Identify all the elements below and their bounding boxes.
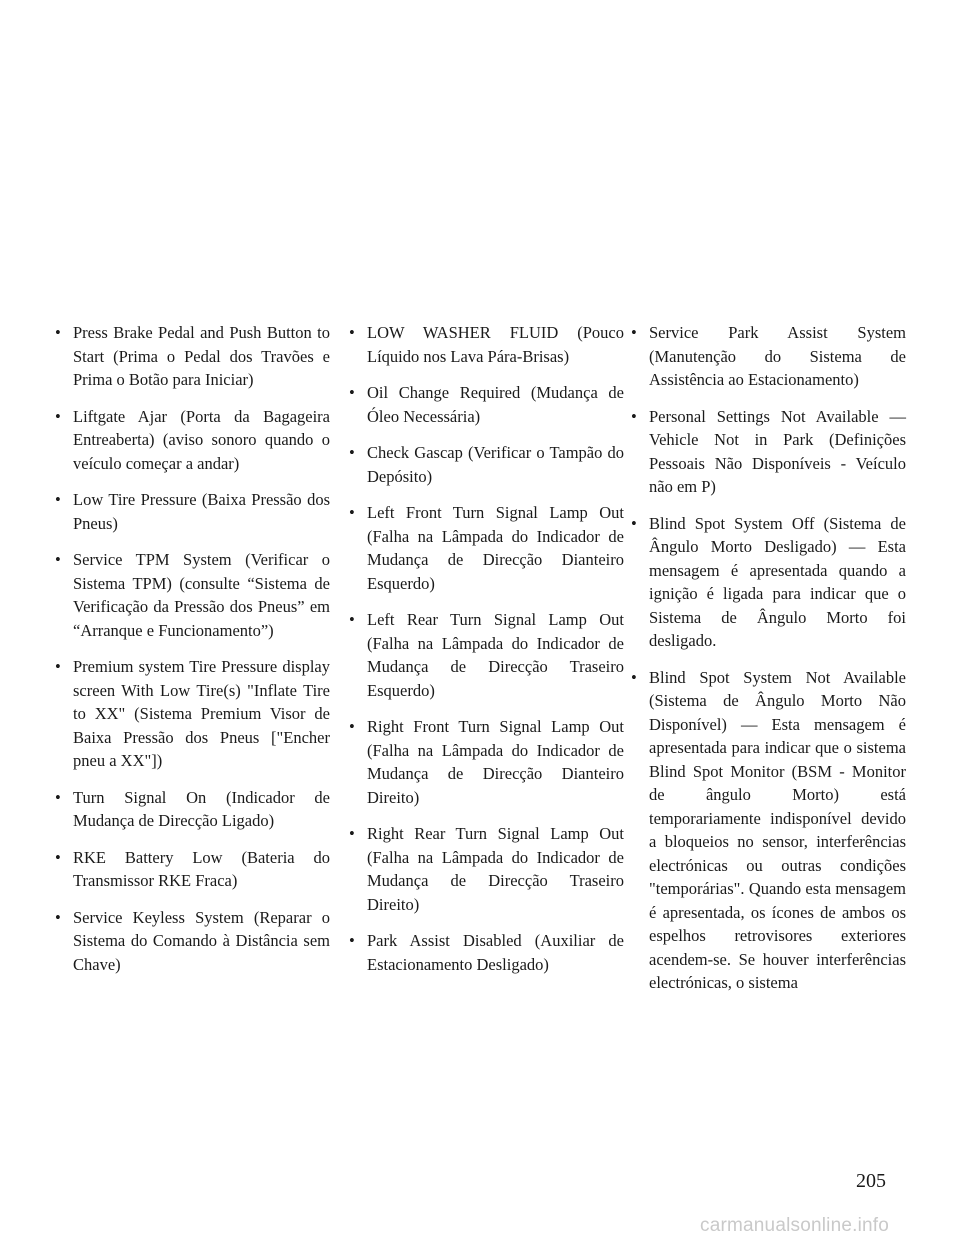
list-item bbox=[52, 548, 330, 642]
bullet-icon: • bbox=[349, 383, 355, 402]
watermark: carmanualsonline.info bbox=[700, 1215, 890, 1236]
list-item bbox=[346, 441, 624, 488]
list-item-text: Left Front Turn Signal Lamp Out (Falha na Lâmpada do Indicador de Mudança de Direcção Dianteiro Esquerdo) bbox=[367, 503, 624, 593]
bullet-icon: • bbox=[349, 824, 355, 843]
list-item bbox=[628, 405, 906, 499]
list-item bbox=[52, 405, 330, 476]
list-item bbox=[52, 321, 330, 392]
list-item-text: Oil Change Required (Mudança de Óleo Necessária) bbox=[367, 383, 624, 426]
bullet-icon: • bbox=[55, 323, 61, 342]
bullet-icon: • bbox=[55, 490, 61, 509]
list-item-text: Right Rear Turn Signal Lamp Out (Falha na Lâmpada do Indicador de Mudança de Direcção Traseiro Direito) bbox=[367, 824, 624, 914]
list-item-text: Liftgate Ajar (Porta da Bagageira Entreaberta) (aviso sonoro quando o veículo começar a andar) bbox=[73, 406, 330, 473]
bullet-icon: • bbox=[349, 503, 355, 522]
bullet-icon: • bbox=[55, 406, 61, 426]
bullet-icon: • bbox=[55, 657, 61, 676]
bullet-icon: • bbox=[55, 787, 61, 807]
bullet-icon: • bbox=[631, 406, 637, 426]
list-item-text: Service Keyless System (Reparar o Sistema do Comando à Distância sem Chave) bbox=[73, 907, 330, 974]
list-item bbox=[346, 929, 624, 976]
list-item bbox=[52, 846, 330, 893]
list-item-text: Low Tire Pressure (Baixa Pressão dos Pneus) bbox=[73, 490, 330, 533]
bullet-icon: • bbox=[631, 667, 637, 687]
text-column-2 bbox=[346, 321, 624, 989]
text-column-1 bbox=[52, 321, 330, 989]
bullet-icon: • bbox=[55, 550, 61, 569]
list-item bbox=[52, 786, 330, 833]
list-item-text: Service Park Assist System (Manutenção do Sistema de Assistência ao Estacionamento) bbox=[649, 323, 906, 389]
list-item-text: Blind Spot System Not Available (Sistema de Ângulo Morto Não Disponível) — Esta mensagem é apresentada para indicar que o sistema Blind Spot Monitor (BSM - Monitor de ângulo Morto) está temporariamente indisponível devido a bloqueios no sensor, interferências electrónicas ou outras condições "temporárias". Quando esta mensagem é apresentada, os ícones de ambos os espelhos retrovisores exteriores acendem-se. Se houver interferências electrónicas, o sistema bbox=[649, 667, 906, 992]
list-item bbox=[628, 666, 906, 995]
list-item-text: RKE Battery Low (Bateria do Transmissor RKE Fraca) bbox=[73, 847, 330, 890]
bullet-icon: • bbox=[349, 931, 355, 950]
list-item bbox=[52, 655, 330, 773]
list-item bbox=[346, 608, 624, 702]
list-item bbox=[346, 715, 624, 809]
list-item-text: Premium system Tire Pressure display screen With Low Tire(s) "Inflate Tire to XX" (Sistema Premium Visor de Baixa Pressão dos Pneus ["Encher pneu a XX"]) bbox=[73, 657, 330, 770]
bullet-icon: • bbox=[631, 323, 637, 342]
list-item-text: Park Assist Disabled (Auxiliar de Estacionamento Desligado) bbox=[367, 931, 624, 974]
bullet-icon: • bbox=[55, 907, 61, 927]
text-column-3 bbox=[628, 321, 906, 1008]
list-item bbox=[52, 488, 330, 535]
list-item bbox=[628, 512, 906, 653]
list-item-text: Personal Settings Not Available — Vehicle Not in Park (Definições Pessoais Não Disponíveis - Veículo não em P) bbox=[649, 406, 906, 496]
list-item-text: Blind Spot System Off (Sistema de Ângulo Morto Desligado) — Esta mensagem é apresentada quando a ignição é ligada para indicar que o Sistema de Ângulo Morto foi desligado. bbox=[649, 513, 906, 650]
list-item-text: Left Rear Turn Signal Lamp Out (Falha na Lâmpada do Indicador de Mudança de Direcção Traseiro Esquerdo) bbox=[367, 610, 624, 700]
list-item-text: Service TPM System (Verificar o Sistema TPM) (consulte “Sistema de Verificação da Pressão dos Pneus” em “Arranque e Funcionamento”) bbox=[73, 550, 330, 640]
list-item-text: Check Gascap (Verificar o Tampão do Depósito) bbox=[367, 443, 624, 486]
list-item-text: Right Front Turn Signal Lamp Out (Falha na Lâmpada do Indicador de Mudança de Direcção Dianteiro Direito) bbox=[367, 717, 624, 807]
message-list bbox=[52, 321, 330, 976]
list-item bbox=[346, 321, 624, 368]
bullet-icon: • bbox=[55, 847, 61, 867]
list-item-text: LOW WASHER FLUID (Pouco Líquido nos Lava Pára-Brisas) bbox=[367, 323, 624, 366]
list-item bbox=[346, 381, 624, 428]
list-item bbox=[346, 822, 624, 916]
bullet-icon: • bbox=[349, 443, 355, 462]
list-item bbox=[52, 906, 330, 977]
message-list bbox=[346, 321, 624, 976]
page-number: 205 bbox=[856, 1170, 886, 1192]
list-item-text: Turn Signal On (Indicador de Mudança de Direcção Ligado) bbox=[73, 787, 330, 830]
bullet-icon: • bbox=[631, 513, 637, 533]
list-item bbox=[628, 321, 906, 392]
bullet-icon: • bbox=[349, 610, 355, 629]
bullet-icon: • bbox=[349, 717, 355, 736]
message-list bbox=[628, 321, 906, 995]
list-item-text: Press Brake Pedal and Push Button to Start (Prima o Pedal dos Travões e Prima o Botão para Iniciar) bbox=[73, 323, 330, 389]
bullet-icon: • bbox=[349, 323, 355, 342]
list-item bbox=[346, 501, 624, 595]
